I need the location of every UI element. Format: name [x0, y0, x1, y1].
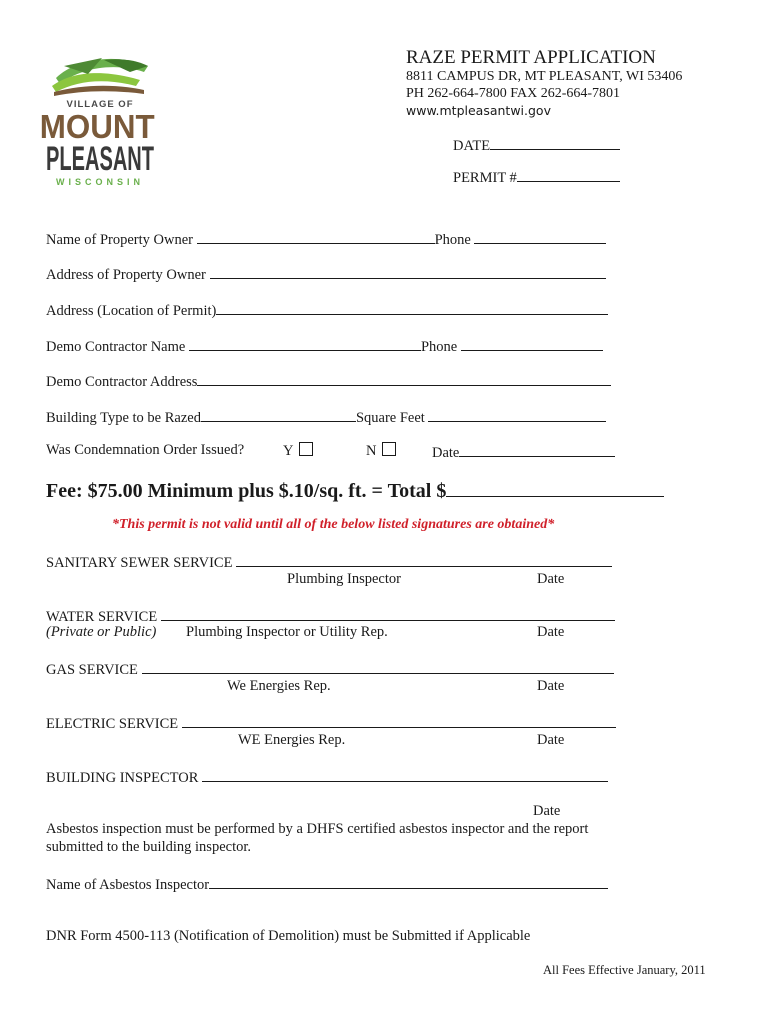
- condemnation-no-option[interactable]: [366, 442, 396, 460]
- water-signature-line[interactable]: [161, 606, 615, 621]
- building-inspector-label: BUILDING INSPECTOR: [46, 770, 199, 786]
- sewer-signature-line[interactable]: [236, 552, 612, 567]
- building-inspector-signature-line[interactable]: [202, 767, 608, 782]
- contractor-address-line[interactable]: [197, 371, 611, 386]
- square-feet-label: Square Feet: [355, 410, 425, 426]
- contractor-name-line[interactable]: [189, 336, 421, 351]
- permit-address-line[interactable]: [216, 300, 608, 315]
- water-sub-label: Plumbing Inspector or Utility Rep.: [186, 624, 388, 640]
- gas-signature-line[interactable]: [142, 659, 614, 674]
- fee-row: [46, 479, 664, 503]
- contractor-phone-line[interactable]: [461, 336, 603, 351]
- dnr-form-note: DNR Form 4500-113 (Notification of Demolition) must be Submitted if Applicable: [46, 928, 531, 944]
- water-label: WATER SERVICE: [46, 609, 158, 625]
- date-field[interactable]: [453, 135, 620, 155]
- permit-address-row: [46, 300, 608, 320]
- svg-text:VILLAGE OF: VILLAGE OF: [66, 99, 134, 110]
- electric-date-label: Date: [537, 732, 565, 748]
- permit-address-label: Address (Location of Permit): [46, 303, 217, 319]
- date-label: DATE: [453, 138, 491, 154]
- gas-label: GAS SERVICE: [46, 662, 138, 678]
- fee-total-line[interactable]: [446, 479, 664, 497]
- office-phone-fax: PH 262-664-7800 FAX 262-664-7801: [406, 86, 621, 101]
- condemnation-date-label: Date: [432, 445, 460, 461]
- permit-number-field[interactable]: [453, 167, 620, 187]
- square-feet-line[interactable]: [428, 407, 606, 422]
- signature-notice: *This permit is not valid until all of the below listed signatures are obtained*: [112, 517, 555, 532]
- owner-phone-label: Phone: [434, 232, 471, 248]
- electric-label: ELECTRIC SERVICE: [46, 716, 179, 732]
- building-type-row: [46, 407, 606, 427]
- sewer-row: [46, 552, 612, 572]
- owner-address-label: Address of Property Owner: [46, 267, 206, 283]
- asbestos-line-1: Asbestos inspection must be performed by a DHFS certified asbestos inspector and the report: [46, 821, 589, 837]
- gas-row: [46, 659, 614, 679]
- fees-effective-footer: All Fees Effective January, 2011: [543, 963, 706, 977]
- fee-text: Fee: $75.00 Minimum plus $.10/sq. ft. = Total $: [46, 480, 447, 502]
- sewer-sub-label: Plumbing Inspector: [287, 571, 401, 587]
- contractor-address-label: Demo Contractor Address: [46, 374, 198, 390]
- sewer-date-label: Date: [537, 571, 565, 587]
- owner-name-row: [46, 229, 606, 249]
- contractor-name-label: Demo Contractor Name: [46, 339, 186, 355]
- condemnation-yes-option[interactable]: [283, 442, 313, 460]
- owner-name-line[interactable]: [197, 229, 435, 244]
- svg-text:MOUNT: MOUNT: [39, 108, 155, 146]
- asbestos-line-2: submitted to the building inspector.: [46, 839, 251, 855]
- condemnation-date-field: [432, 442, 615, 462]
- contractor-name-row: [46, 336, 603, 356]
- permit-line[interactable]: [517, 167, 620, 182]
- form-title: RAZE PERMIT APPLICATION: [406, 47, 656, 68]
- owner-address-row: [46, 264, 606, 284]
- asbestos-inspector-label: Name of Asbestos Inspector: [46, 877, 210, 893]
- building-inspector-date-label: Date: [533, 803, 561, 819]
- permit-label: PERMIT #: [453, 170, 517, 186]
- electric-row: [46, 713, 616, 733]
- logo-graphic: [39, 52, 160, 188]
- building-type-label: Building Type to be Razed: [46, 410, 201, 426]
- building-inspector-row: [46, 767, 608, 787]
- svg-text:PLEASANT: PLEASANT: [46, 140, 155, 178]
- electric-signature-line[interactable]: [182, 713, 616, 728]
- date-line[interactable]: [490, 135, 620, 150]
- office-address: 8811 CAMPUS DR, MT PLEASANT, WI 53406: [406, 69, 683, 84]
- village-logo: [39, 52, 160, 188]
- owner-address-line[interactable]: [210, 264, 606, 279]
- water-row: [46, 606, 615, 626]
- no-checkbox[interactable]: [382, 442, 396, 456]
- yes-label: Y: [283, 443, 294, 459]
- electric-sub-label: WE Energies Rep.: [238, 732, 346, 748]
- owner-name-label: Name of Property Owner: [46, 232, 193, 248]
- no-label: N: [366, 443, 377, 459]
- owner-phone-line[interactable]: [474, 229, 606, 244]
- asbestos-inspector-line[interactable]: [209, 874, 608, 889]
- contractor-phone-label: Phone: [420, 339, 458, 355]
- gas-sub-label: We Energies Rep.: [227, 678, 331, 694]
- svg-text:WISCONSIN: WISCONSIN: [55, 177, 145, 187]
- water-note: (Private or Public): [46, 624, 157, 640]
- contractor-address-row: [46, 371, 611, 391]
- asbestos-inspector-row: [46, 874, 608, 894]
- condemnation-question: Was Condemnation Order Issued?: [46, 442, 245, 458]
- building-type-line[interactable]: [201, 407, 356, 422]
- gas-date-label: Date: [537, 678, 565, 694]
- sewer-label: SANITARY SEWER SERVICE: [46, 555, 233, 571]
- website-link[interactable]: www.mtpleasantwi.gov: [406, 103, 551, 118]
- condemnation-date-line[interactable]: [459, 442, 615, 457]
- yes-checkbox[interactable]: [299, 442, 313, 456]
- water-date-label: Date: [537, 624, 565, 640]
